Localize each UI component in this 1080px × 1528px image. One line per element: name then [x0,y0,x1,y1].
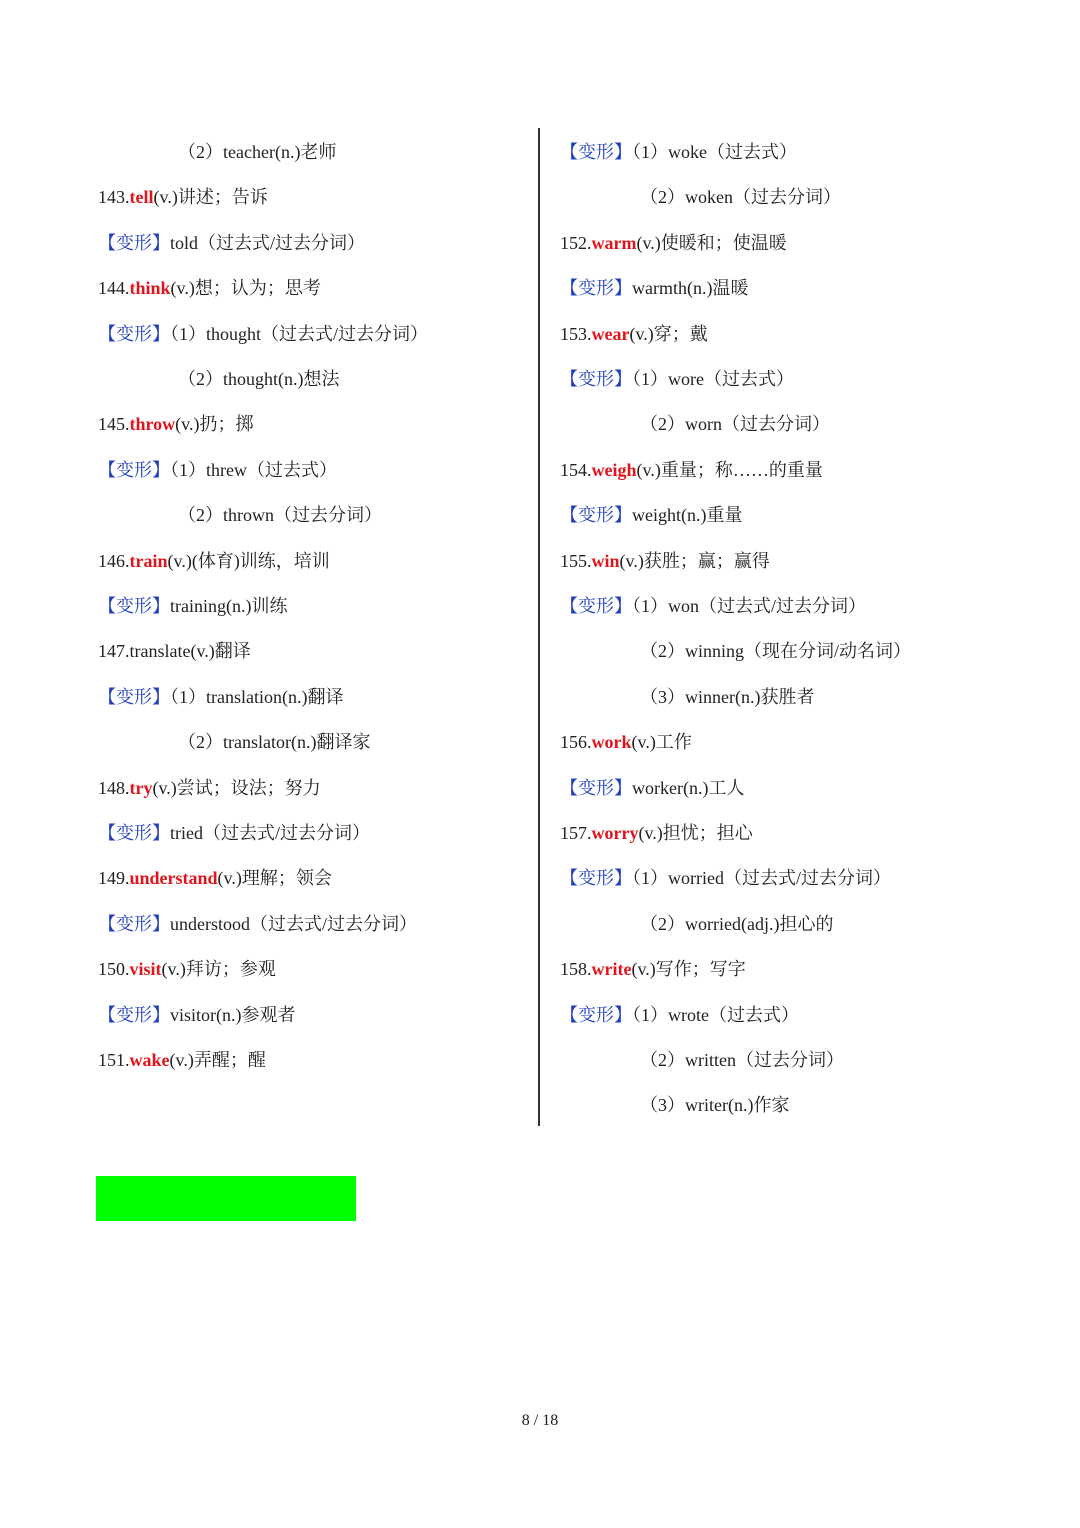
vocab-text: (v.)弄醒；醒 [169,1050,266,1070]
variant-tag: 【变形】 [98,823,170,843]
vocab-text: 143. [98,187,130,208]
variant-tag: 【变形】 [560,278,632,299]
vocab-text: worker(n.)工人 [632,777,745,798]
vocab-text: (v.)理解；领会 [217,868,332,889]
vocab-line [98,774,321,802]
vocab-text: 151. [98,1050,130,1070]
vocab-text: 155. [560,550,592,571]
vocab-line [640,910,833,938]
headword: warm [591,232,637,253]
vocab-text: (v.)尝试；设法；努力 [152,777,321,798]
vocab-text: 149. [98,868,130,889]
headword: train [129,550,168,571]
vocab-text: visitor(n.)参观者 [170,1004,296,1025]
vocab-line [98,274,321,302]
headword: write [591,959,632,980]
headword: think [129,278,171,299]
vocab-text: told（过去式/过去分词） [170,232,366,253]
vocab-text: (v.)担忧；担心 [638,823,753,843]
vocab-line [560,501,742,529]
vocab-text: 144. [98,278,130,299]
vocab-line [98,683,343,711]
headword: work [591,732,632,753]
vocab-line [560,819,753,847]
vocab-line [98,592,287,620]
variant-tag: 【变形】 [98,459,170,480]
vocab-text: (v.)使暖和；使温暖 [636,232,787,253]
vocab-line [640,410,830,438]
vocab-line [98,183,268,211]
vocab-text: weight(n.)重量 [632,505,743,526]
vocab-text: （2）thought(n.)想法 [178,369,340,389]
variant-tag: 【变形】 [560,142,632,162]
vocab-line [98,864,332,892]
vocab-text: （3）winner(n.)获胜者 [640,686,815,707]
vocab-text: (v.)拜访；参观 [161,959,276,980]
vocab-text: 150. [98,959,130,980]
vocab-text: 154. [560,459,592,480]
vocab-line [98,637,251,665]
vocab-line [560,365,794,393]
vocab-line [560,774,744,802]
variant-tag: 【变形】 [98,323,170,344]
vocab-line [178,501,382,529]
vocab-text: （1）thought（过去式/过去分词） [170,323,429,344]
headword: win [591,550,620,571]
vocab-text: 153. [560,323,592,344]
vocab-line [640,637,911,665]
vocab-text: （2）written（过去分词） [640,1050,844,1070]
vocab-line [560,138,797,166]
vocab-line [560,547,770,575]
variant-tag: 【变形】 [98,596,170,616]
vocab-text: 148. [98,777,130,798]
vocab-line [560,320,708,348]
vocab-line [560,592,866,620]
vocab-text: （1）worried（过去式/过去分词） [632,868,891,889]
headword: worry [591,823,639,843]
vocab-text: （1）wore（过去式） [632,369,794,389]
vocab-line [98,456,337,484]
vocab-line [640,683,814,711]
variant-tag: 【变形】 [98,1004,170,1025]
variant-tag: 【变形】 [98,913,170,934]
vocab-text: 146. [98,550,130,571]
vocab-line [98,910,417,938]
vocab-text: （2）worn（过去分词） [640,414,830,435]
vocab-text: 147.translate(v.)翻译 [98,641,251,662]
vocab-text: (v.)写作；写字 [631,959,746,980]
headword: wear [591,323,630,344]
headword: try [129,777,153,798]
vocab-text: (v.)重量；称……的重量 [636,459,823,480]
vocab-line [178,138,336,166]
vocab-text: 157. [560,823,592,843]
vocab-text: （1）threw（过去式） [170,459,337,480]
vocab-text: (v.)讲述；告诉 [153,187,268,208]
vocab-text: warmth(n.)温暖 [632,278,749,299]
variant-tag: 【变形】 [560,777,632,798]
vocab-line [98,547,330,575]
green-highlight-block [96,1176,356,1221]
vocab-line [560,864,891,892]
vocab-text: 156. [560,732,592,753]
vocab-line [98,1046,266,1074]
vocab-text: tried（过去式/过去分词） [170,823,370,843]
headword: tell [129,187,154,208]
vocab-line [640,1091,789,1119]
vocab-text: （2）teacher(n.)老师 [178,142,337,162]
vocab-line [98,1001,296,1029]
vocab-text: （1）woke（过去式） [632,142,797,162]
vocab-text: (v.)想；认为；思考 [170,278,321,299]
vocab-line [560,1001,799,1029]
variant-tag: 【变形】 [560,505,632,526]
vocab-text: （3）writer(n.)作家 [640,1095,790,1116]
variant-tag: 【变形】 [560,868,632,889]
vocab-text: (v.)获胜；赢；赢得 [619,550,770,571]
vocab-text: （2）translator(n.)翻译家 [178,732,371,753]
vocab-text: (v.)(体育)训练，培训 [167,550,330,571]
vocab-text: （1）won（过去式/过去分词） [632,596,866,616]
vocab-text: 152. [560,232,592,253]
variant-tag: 【变形】 [560,1004,632,1025]
vocab-text: （2）worried(adj.)担心的 [640,913,834,934]
vocab-text: 158. [560,959,592,980]
vocab-line [560,229,787,257]
vocab-text: (v.)穿；戴 [629,323,708,344]
vocab-line [98,410,254,438]
variant-tag: 【变形】 [98,686,170,707]
vocab-text: （1）wrote（过去式） [632,1004,799,1025]
vocab-line [640,1046,844,1074]
vocab-text: (v.)工作 [631,732,692,753]
vocab-line [98,819,370,847]
headword: throw [129,414,176,435]
vocab-text: (v.)扔；掷 [175,414,254,435]
headword: wake [129,1050,170,1070]
vocab-line [640,183,841,211]
vocab-line [560,728,692,756]
headword: visit [129,959,162,980]
vocab-line [178,365,340,393]
variant-tag: 【变形】 [560,369,632,389]
vocab-text: （2）woken（过去分词） [640,187,841,208]
vocab-line [178,728,370,756]
vocab-line [98,229,365,257]
vocab-line [98,320,428,348]
vocab-text: （2）thrown（过去分词） [178,505,382,526]
variant-tag: 【变形】 [98,232,170,253]
vocab-text: （2）winning（现在分词/动名词） [640,641,912,662]
vocab-line [98,955,276,983]
headword: weigh [591,459,637,480]
variant-tag: 【变形】 [560,596,632,616]
vocab-line [560,456,823,484]
headword: understand [129,868,218,889]
vocab-text: （1）translation(n.)翻译 [170,686,344,707]
vocab-line [560,955,746,983]
vocab-text: understood（过去式/过去分词） [170,913,417,934]
vocab-text: 145. [98,414,130,435]
vocab-line [560,274,748,302]
vocab-text: training(n.)训练 [170,596,288,616]
page-number: 8 / 18 [521,1412,559,1429]
column-divider [538,128,540,1126]
